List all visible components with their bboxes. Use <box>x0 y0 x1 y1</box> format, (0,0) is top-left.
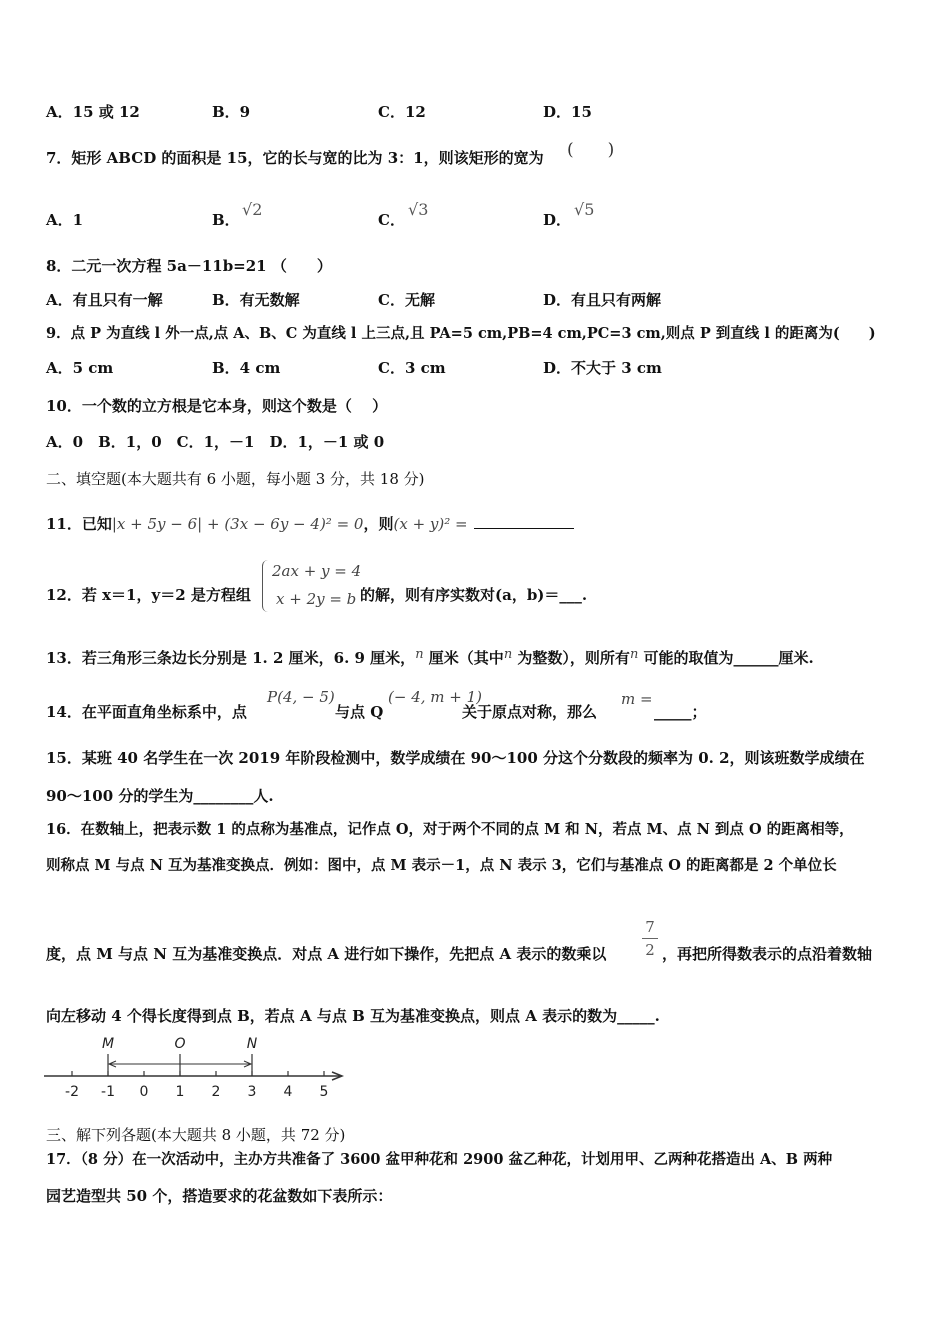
q8-option-c: C．无解 <box>378 291 435 309</box>
q14-point-p: P(4, − 5) <box>267 688 335 706</box>
q16-fraction <box>642 918 658 959</box>
q16-line-1: 16．在数轴上，把表示数 1 的点称为基准点，记作点 O，对于两个不同的点 M 和 N，若点 M、点 N 到点 O 的距离相等， <box>46 821 854 838</box>
number-line-diagram <box>40 1034 360 1104</box>
q12-equation-1: 2ax + y = 4 <box>272 562 362 580</box>
q13-mid2: 为整数），则所有 <box>517 649 630 667</box>
q14-m: m = <box>621 690 653 708</box>
q6-option-c: C．12 <box>378 103 426 121</box>
q12-equation-2: x + 2y = b <box>276 590 357 608</box>
q16-fraction-numerator: 7 <box>645 918 655 936</box>
number-line-tick-label: -2 <box>65 1084 79 1100</box>
q9-stem: 9．点 P 为直线 l 外一点,点 A、B、C 为直线 l 上三点,且 PA=5 cm,PB=4 cm,PC=3 cm,则点 P 到直线 l 的距离为( ) <box>46 325 876 342</box>
q8-option-b: B．有无数解 <box>212 291 300 309</box>
q11-pre: 11．已知 <box>46 515 112 533</box>
q14-point-q: (− 4, m + 1) <box>388 688 482 706</box>
q16-fraction-denominator: 2 <box>645 941 655 959</box>
q16-line-3a: 度，点 M 与点 N 互为基准变换点．对点 A 进行如下操作，先把点 A 表示的数乘以 <box>46 945 607 963</box>
q17-line-2: 园艺造型共 50 个，搭造要求的花盆数如下表所示： <box>46 1187 393 1205</box>
q10-options: A．0 B．1，0 C．1，－1 D．1，－1 或 0 <box>46 433 385 451</box>
q7-stem: 7．矩形 ABCD 的面积是 15，它的长与宽的比为 3：1，则该矩形的宽为 <box>46 149 544 167</box>
q8-stem: 8．二元一次方程 5a－11b=21 （ ） <box>46 257 332 275</box>
number-line-tick-label: 2 <box>211 1084 221 1100</box>
q7-option-c: C． <box>378 211 405 229</box>
q7-option-d: D． <box>543 211 572 229</box>
q11-expression-2: (x + y)² = <box>393 515 468 533</box>
number-line-point-label: M <box>101 1036 115 1052</box>
q9-option-b: B．4 cm <box>212 359 281 377</box>
q8-option-a: A．有且只有一解 <box>46 291 163 309</box>
q13-line <box>46 645 814 668</box>
q11-expression: |x + 5y − 6| + (3x − 6y − 4)² = 0 <box>111 515 364 533</box>
number-line-tick-label: 5 <box>319 1084 329 1100</box>
q7-radical-b: √2 <box>242 200 263 219</box>
q7-radical-d: √5 <box>574 200 595 219</box>
q14-post: _____； <box>654 703 707 721</box>
q7-option-b: B． <box>212 211 240 229</box>
q15-line-2: 90～100 分的学生为________人. <box>46 787 274 805</box>
q16-line-4: 向左移动 4 个得长度得到点 B，若点 A 与点 B 互为基准变换点，则点 A 表示的数为_____. <box>46 1007 660 1025</box>
q9-option-c: C．3 cm <box>378 359 446 377</box>
q6-option-d: D．15 <box>543 103 592 121</box>
q6-option-b: B．9 <box>212 103 251 121</box>
number-line-tick-label: 0 <box>139 1084 149 1100</box>
q7-paren: ( ) <box>567 140 615 160</box>
q11-answer-blank[interactable] <box>474 514 574 529</box>
q16-fraction-bar <box>642 938 658 939</box>
q10-stem: 10．一个数的立方根是它本身，则这个数是（ ） <box>46 397 388 415</box>
q9-option-d: D．不大于 3 cm <box>543 359 662 377</box>
number-line-tick-label: 3 <box>247 1084 257 1100</box>
q11-line <box>46 514 574 534</box>
q13-n3: n <box>629 647 639 662</box>
q16-line-3b: ，再把所得数表示的点沿着数轴 <box>662 945 873 963</box>
q13-post: 可能的取值为______厘米. <box>643 649 814 667</box>
q11-mid: ，则 <box>363 515 394 533</box>
q7-radical-c: √3 <box>408 200 429 219</box>
q7-option-a: A．1 <box>46 211 84 229</box>
number-line-point-label: O <box>174 1036 186 1052</box>
q17-line-1: 17．（8 分）在一次活动中，主办方共准备了 3600 盆甲种花和 2900 盆乙种花，计划用甲、乙两种花搭造出 A、B 两种 <box>46 1151 833 1168</box>
number-line-tick-label: 1 <box>175 1084 185 1100</box>
q15-line-1: 15．某班 40 名学生在一次 2019 年阶段检测中，数学成绩在 90～100 分这个分数段的频率为 0. 2，则该班数学成绩在 <box>46 749 865 767</box>
q13-n1: n <box>415 647 424 662</box>
q14-mid2: 关于原点对称，那么 <box>462 703 598 721</box>
q13-mid1: 厘米（其中 <box>428 649 504 667</box>
q6-option-a: A．15 或 12 <box>46 103 140 121</box>
q12-pre: 12．若 x＝1，y＝2 是方程组 <box>46 586 251 604</box>
q13-pre: 13．若三角形三条边长分别是 1. 2 厘米，6. 9 厘米， <box>46 649 416 667</box>
section-2-heading: 二、填空题(本大题共有 6 小题，每小题 3 分，共 18 分) <box>46 470 425 488</box>
number-line-tick-label: 4 <box>283 1084 293 1100</box>
q14-pre: 14．在平面直角坐标系中，点 <box>46 703 247 721</box>
number-line-point-label: N <box>246 1036 258 1052</box>
q14-mid: 与点 Q <box>335 703 384 721</box>
q12-post: 的解，则有序实数对(a，b)＝___. <box>360 586 588 604</box>
section-3-heading: 三、解下列各题(本大题共 8 小题，共 72 分) <box>46 1126 346 1144</box>
number-line-tick-label: -1 <box>101 1084 115 1100</box>
q9-option-a: A．5 cm <box>46 359 114 377</box>
q8-option-d: D．有且只有两解 <box>543 291 662 309</box>
q12-brace <box>262 560 269 612</box>
q16-line-2: 则称点 M 与点 N 互为基准变换点．例如：图中，点 M 表示－1，点 N 表示 3，它们与基准点 O 的距离都是 2 个单位长 <box>46 857 837 874</box>
q13-n2: n <box>503 647 513 662</box>
